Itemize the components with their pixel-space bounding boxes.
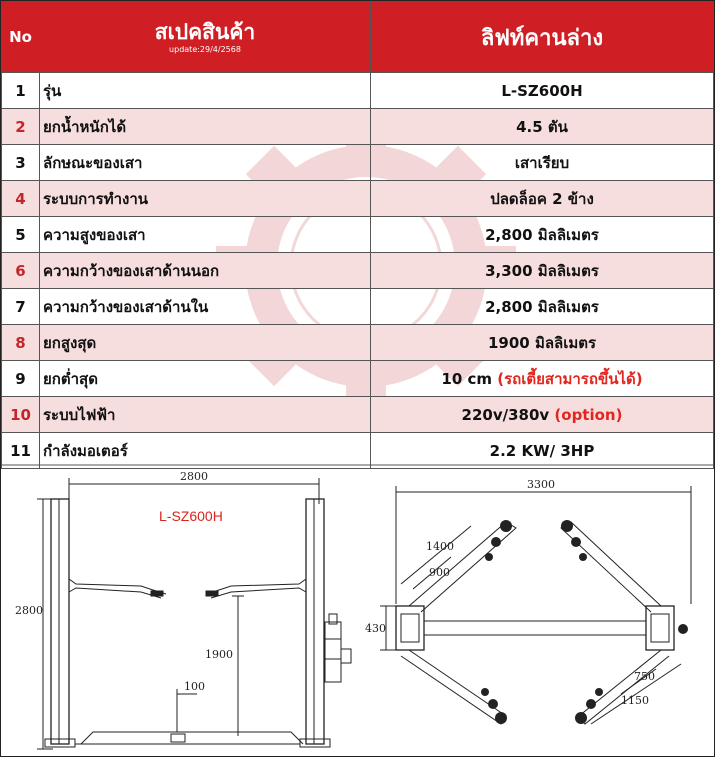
row-label: รุ่น <box>40 73 371 109</box>
table-row <box>2 217 714 253</box>
update-date: update:29/4/2568 <box>169 44 241 54</box>
row-value: ปลดล็อค 2 ข้าง <box>490 189 594 208</box>
front-width-label: 2800 <box>180 470 208 483</box>
row-number: 5 <box>2 217 40 253</box>
row-value-cell <box>371 73 714 109</box>
row-number: 3 <box>2 145 40 181</box>
row-label: ยกสูงสุด <box>40 325 371 361</box>
row-value: 4.5 ตัน <box>516 117 568 136</box>
row-value-cell <box>371 289 714 325</box>
row-value: 10 cm <box>441 369 493 388</box>
row-value: 220v/380v <box>461 405 550 424</box>
header-spec <box>40 2 371 73</box>
row-label: ความกว้างของเสาด้านนอก <box>40 253 371 289</box>
spec-table <box>1 1 714 469</box>
row-value-cell <box>371 325 714 361</box>
row-label: ยกน้ำหนักได้ <box>40 109 371 145</box>
row-number: 10 <box>2 397 40 433</box>
row-value-cell <box>371 253 714 289</box>
row-value-cell <box>371 109 714 145</box>
header-no: No <box>2 2 40 73</box>
row-value: 3,300 มิลลิเมตร <box>485 261 599 280</box>
row-number: 11 <box>2 433 40 469</box>
table-header <box>2 2 714 73</box>
row-label: ระบบไฟฟ้า <box>40 397 371 433</box>
table-row <box>2 145 714 181</box>
header-spec-title: สเปคสินค้า <box>154 19 256 44</box>
top-view-diagram <box>380 486 691 724</box>
front-low-label: 100 <box>184 680 205 693</box>
row-number: 6 <box>2 253 40 289</box>
lift-diagrams <box>1 464 714 756</box>
top-arm-long-2-label: 1150 <box>621 694 649 707</box>
row-value-cell <box>371 181 714 217</box>
table-row <box>2 289 714 325</box>
table-row <box>2 253 714 289</box>
table-row <box>2 73 714 109</box>
row-value-cell <box>371 397 714 433</box>
row-value: 2,800 มิลลิเมตร <box>485 225 599 244</box>
table-row <box>2 109 714 145</box>
table-row <box>2 361 714 397</box>
header-value: ลิฟท์คานล่าง <box>371 2 714 73</box>
top-arm-long-1-label: 1400 <box>426 540 454 553</box>
row-label: ยกต่ำสุด <box>40 361 371 397</box>
row-label: กำลังมอเตอร์ <box>40 433 371 469</box>
row-number: 2 <box>2 109 40 145</box>
row-value: 2.2 KW/ 3HP <box>489 441 595 460</box>
row-value: เสาเรียบ <box>514 153 570 172</box>
row-value-cell <box>371 361 714 397</box>
top-outer-width-label: 3300 <box>527 478 555 491</box>
table-row <box>2 181 714 217</box>
top-depth-label: 430 <box>365 622 386 635</box>
table-row <box>2 397 714 433</box>
row-note: (รถเตี้ยสามารถขึ้นได้) <box>497 369 643 388</box>
table-row <box>2 325 714 361</box>
row-number: 8 <box>2 325 40 361</box>
row-value: 2,800 มิลลิเมตร <box>485 297 599 316</box>
row-value-cell <box>371 145 714 181</box>
row-label: ระบบการทำงาน <box>40 181 371 217</box>
row-number: 7 <box>2 289 40 325</box>
row-label: ลักษณะของเสา <box>40 145 371 181</box>
front-lift-label: 1900 <box>205 648 233 661</box>
row-number: 1 <box>2 73 40 109</box>
front-height-label: 2800 <box>15 604 43 617</box>
top-arm-short-1-label: 900 <box>429 566 450 579</box>
front-model-label: L-SZ600H <box>159 508 223 524</box>
row-value-cell <box>371 217 714 253</box>
row-label: ความกว้างของเสาด้านใน <box>40 289 371 325</box>
row-value: L-SZ600H <box>501 81 583 100</box>
row-label: ความสูงของเสา <box>40 217 371 253</box>
row-note: (option) <box>554 405 623 424</box>
top-arm-short-2-label: 750 <box>634 670 655 683</box>
row-value: 1900 มิลลิเมตร <box>487 333 597 352</box>
row-number: 9 <box>2 361 40 397</box>
row-number: 4 <box>2 181 40 217</box>
